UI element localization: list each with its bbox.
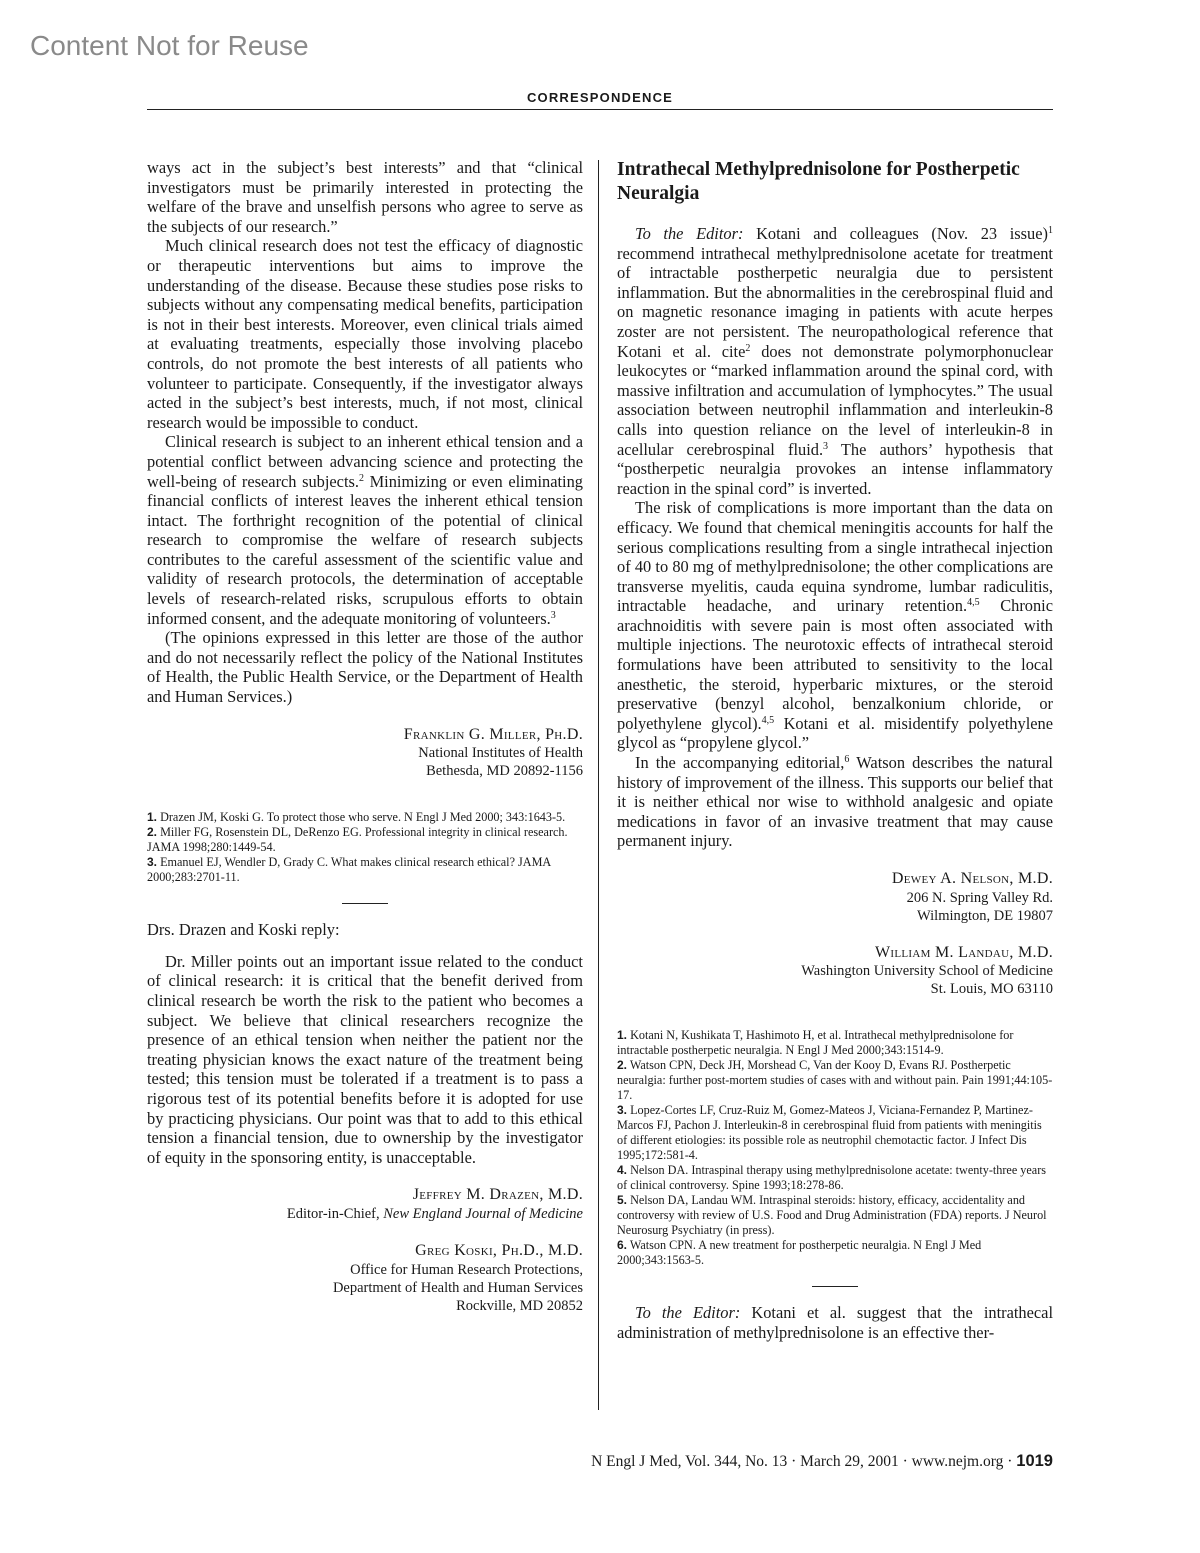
paragraph: Much clinical research does not test the efficacy of diagnostic or therapeutic interventions but aims to improve the understanding of the disease. Because these studies pose risks to subjects without any compensating medical benefits, participation is not in their best interests. Moreover, even clinical trials aimed at evaluating treatments, especially those involving placebo controls, do not promote the best interests of all patients who volunteer to participate. Consequently, if the investigator always acted in the subject’s best interests, much, if not most, clinical research would be impossible to conduct.	[147, 236, 583, 432]
reference-list	[617, 1028, 1053, 1268]
reference-text: Nelson DA. Intraspinal therapy using methylprednisolone acetate: twenty-three years of clinical controversy. Spine 1993;18:278-86.	[617, 1163, 1046, 1193]
reference-text: Emanuel EJ, Wendler D, Grady C. What makes clinical research ethical? JAMA 2000;283:2701-11.	[147, 855, 551, 885]
paragraph-text: recommend intrathecal methylprednisolone acetate for treatment of intractable postherpetic neuralgia due to persistent inflammation. But the abnormalities in the cerebrospinal fluid and on magnetic resonance imaging in patients with acute herpes zoster are not persistent. The neuropathological reference that Kotani et al. cite	[617, 243, 1053, 361]
citation-sup: 6	[844, 754, 850, 766]
reply-intro: Drs. Drazen and Koski reply:	[147, 920, 340, 940]
journal-citation: N Engl J Med, Vol. 344, No. 13 · March 29, 2001 · www.nejm.org ·	[591, 1453, 1013, 1470]
paragraph-text: Clinical research is subject to an inherent ethical tension and a potential conflict between advancing science and protecting the well-being of research subjects.	[147, 432, 583, 491]
citation-sup: 2	[745, 342, 751, 354]
right-column	[617, 158, 1053, 1342]
paragraph	[617, 498, 1053, 753]
reference-number: 3.	[617, 1103, 628, 1118]
reference-list	[147, 810, 583, 885]
paragraph-text: Kotani et al. suggest that the intrathecal administration of methylprednisolone is an effective ther-	[617, 1303, 1053, 1342]
reference-text: Miller FG, Rosenstein DL, DeRenzo EG. Professional integrity in clinical research. JAMA 1998;280:1449-54.	[147, 825, 568, 855]
paragraph: ways act in the subject’s best interests” and that “clinical investigators must be primarily interested in protecting the welfare of the brave and unselfish persons who agree to serve as the subjects of our research.”	[147, 158, 583, 236]
paragraph: Dr. Miller points out an important issue related to the conduct of clinical research: it is critical that the benefit derived from clinical research be worth the risk to the patient who becomes a subject. We believe that clinical researchers recognize the presence of an ethical tension when neither the patient nor the treating physician knows the exact nature of the treatment being tested; this tension must be tolerated if a treatment is to pass a rigorous test of its potential benefits before it is adopted for use by practicing physicians. Our point was that to add to this ethical tension a financial tension, due to ownership by the investigator of equity in the sponsoring entity, is unacceptable.	[147, 951, 583, 1167]
paragraph	[617, 224, 1053, 498]
reference-number: 3.	[147, 855, 158, 870]
reference-text: Drazen JM, Koski G. To protect those who serve. N Engl J Med 2000; 343:1643-5.	[160, 810, 566, 825]
reference-item	[617, 1163, 1053, 1193]
section-separator	[812, 1286, 858, 1287]
citation-sup: 4,5	[967, 597, 980, 609]
author-affiliation: Washington University School of Medicine	[801, 963, 1053, 980]
signature-landau	[617, 943, 1053, 999]
citation-sup: 2	[359, 472, 364, 484]
reference-number: 2.	[147, 825, 158, 840]
author-affiliation	[147, 1205, 583, 1223]
column-divider	[598, 160, 599, 1410]
paragraph-text: Chronic arachnoiditis with severe pain is most often associated with multiple injections. The neurotoxic effects of intrathecal steroid formulations have been attributed to sensitivity to the local anesthetic, the steroid, hyperbaric mixtures, or the steroid preservative (benzyl alcohol, benzalkonium chloride, or polyethylene glycol).	[617, 596, 1053, 733]
paragraph-text: Minimizing or even eliminating financial conflicts of interest leaves the inherent ethical tension intact. The forthright recognition of the potential of clinical research to compromise the welfare of research subjects contributes to the careful assessment of the scientific value and validity of research protocols, the determination of acceptable levels of research-related risks, scrupulous efforts to obtain informed consent, and the adequate monitoring of volunteers.	[147, 471, 583, 628]
paragraph-text: Kotani and colleagues (Nov. 23 issue)	[756, 224, 1048, 243]
watermark: Content Not for Reuse	[30, 30, 309, 61]
reference-text: Watson CPN, Deck JH, Morshead C, Van der Kooy D, Evans RJ. Postherpetic neuralgia: further post-mortem studies of cases with and without pain. Pain 1991;44:105-17.	[617, 1058, 1053, 1103]
author-name: William M. Landau, M.D.	[875, 943, 1053, 961]
citation-sup: 3	[550, 609, 556, 621]
reference-item	[147, 855, 583, 885]
reference-number: 4.	[617, 1163, 628, 1178]
reference-text: Kotani N, Kushikata T, Hashimoto H, et al. Intrathecal methylprednisolone for intractable postherpetic neuralgia. N Engl J Med 2000;343:1514-9.	[617, 1028, 1014, 1058]
author-address: Rockville, MD 20852	[456, 1297, 583, 1314]
paragraph-text: In the accompanying editorial,	[635, 753, 845, 773]
header-rule	[147, 109, 1053, 110]
affiliation-prefix: Editor-in-Chief,	[286, 1205, 380, 1222]
paragraph-text: does not demonstrate polymorphonuclear leukocytes or “marked inflammation around the spinal cord, with massive infiltration and accumulation of lymphocytes.” The usual association between neutrophil inflammation and interleukin-8 calls into question reliance on the level of interleukin-8 in acellular cerebrospinal fluid.	[617, 341, 1053, 459]
author-address: Wilmington, DE 19807	[917, 907, 1053, 924]
journal-name: New England Journal of Medicine	[383, 1205, 583, 1222]
reference-text: Watson CPN. A new treatment for postherpetic neuralgia. N Engl J Med 2000;343:1563-5.	[617, 1238, 982, 1268]
reference-number: 6.	[617, 1238, 628, 1253]
reference-item	[617, 1103, 1053, 1163]
signature-miller	[147, 725, 583, 781]
citation-sup: 4,5	[761, 714, 775, 726]
reference-number: 5.	[617, 1193, 628, 1208]
reference-item	[617, 1238, 1053, 1268]
author-address: St. Louis, MO 63110	[930, 981, 1053, 998]
paragraph	[147, 432, 583, 628]
signature-koski	[147, 1241, 583, 1315]
reference-number: 1.	[147, 810, 158, 825]
reference-text: Lopez-Cortes LF, Cruz-Ruiz M, Gomez-Mateos J, Viciana-Fernandez P, Martinez-Marcos FJ, Pachon J. Interleukin-8 in cerebrospinal fluid from patients with meningitis of different etiologies: its possible role as neutrophil chemotactic factor. J Infect Dis 1995;172:581-4.	[617, 1103, 1042, 1163]
paragraph-text: Watson describes the natural history of improvement of the illness. This supports our belief that it is neither ethical nor wise to withhold analgesic and opiate medications in favor of an invasive treatment that may cause permanent injury.	[617, 753, 1053, 851]
signature-nelson	[617, 869, 1053, 925]
reference-text: Nelson DA, Landau WM. Intraspinal steroids: history, efficacy, accidentality and controversy with review of U.S. Food and Drug Administration (FDA) reports. J Neurol Neurosurg Psychiatry (in press).	[617, 1193, 1047, 1238]
section-separator	[342, 903, 388, 904]
citation-sup: 1	[1047, 225, 1053, 236]
author-name: Greg Koski, Ph.D., M.D.	[415, 1241, 583, 1259]
section-header: CORRESPONDENCE	[526, 90, 674, 105]
author-name: Dewey A. Nelson, M.D.	[891, 870, 1053, 887]
author-name: Franklin G. Miller, Ph.D.	[403, 725, 583, 743]
page-number: 1019	[1016, 1452, 1053, 1470]
paragraph-text: Kotani et al. misidentify polyethylene glycol as “propylene glycol.”	[617, 713, 1053, 753]
reference-number: 2.	[617, 1058, 628, 1073]
article-title: Intrathecal Methylprednisolone for Postherpetic Neuralgia	[617, 159, 1020, 204]
paragraph-text: The risk of complications is more important than the data on efficacy. We found that chemical meningitis accounts for half the serious complications resulting from a single intrathecal injection of 40 to 80 mg of methylprednisolone; the other complications are transverse myelitis, cauda equina syndrome, lumbar radiculitis, intractable headache, and urinary retention.	[617, 498, 1053, 616]
left-column	[147, 158, 583, 1315]
author-address: Bethesda, MD 20892-1156	[426, 763, 583, 780]
author-affiliation: National Institutes of Health	[418, 745, 583, 762]
citation-sup: 3	[823, 440, 829, 452]
author-affiliation: Department of Health and Human Services	[332, 1279, 583, 1296]
author-address: 206 N. Spring Valley Rd.	[906, 889, 1053, 906]
reference-number: 1.	[617, 1028, 628, 1043]
reference-item	[147, 810, 583, 825]
to-editor-label: To the Editor:	[635, 1303, 741, 1323]
paragraph-text: The authors’ hypothesis that “postherpetic neuralgia provokes an intense inflammatory reaction in the spinal cord” is inverted.	[617, 439, 1054, 498]
author-affiliation: Office for Human Research Protections,	[350, 1261, 583, 1278]
paragraph	[617, 1303, 1053, 1342]
to-editor-label: To the Editor:	[635, 224, 744, 243]
page-footer	[147, 1452, 1053, 1471]
paragraph: (The opinions expressed in this letter are those of the author and do not necessarily reflect the policy of the National Institutes of Health, the Public Health Service, or the Department of Health and Human Services.)	[147, 628, 583, 707]
paragraph	[617, 753, 1053, 851]
reference-item	[617, 1193, 1053, 1238]
author-name: Jeffrey M. Drazen, M.D.	[412, 1186, 583, 1204]
reference-item	[147, 825, 583, 855]
signature-drazen	[147, 1185, 583, 1223]
reference-item	[617, 1028, 1053, 1058]
reference-item	[617, 1058, 1053, 1103]
